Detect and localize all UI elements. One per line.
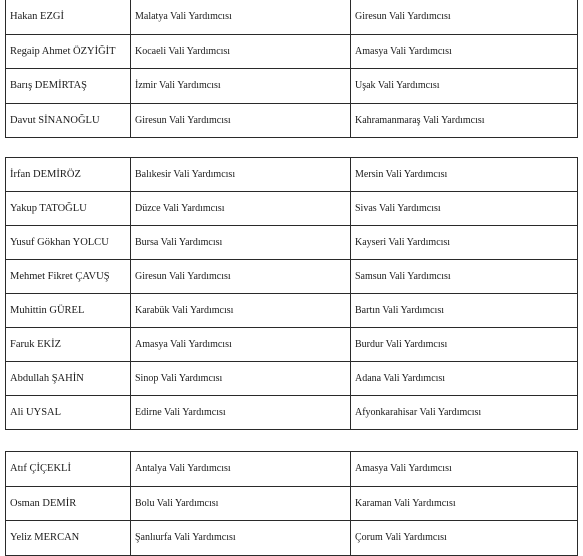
new-post-cell: Çorum Vali Yardımcısı xyxy=(351,521,578,556)
new-post-cell: Amasya Vali Yardımcısı xyxy=(351,452,578,487)
current-post-cell: Antalya Vali Yardımcısı xyxy=(131,452,351,487)
person-name-cell: Ali UYSAL xyxy=(6,396,131,430)
person-name-cell: Barış DEMİRTAŞ xyxy=(6,69,131,104)
appointment-table-group-1 xyxy=(5,0,578,138)
new-post-cell: Kahramanmaraş Vali Yardımcısı xyxy=(351,103,578,138)
table-row xyxy=(6,328,578,362)
appointment-table-group-3 xyxy=(5,451,578,556)
table-row xyxy=(6,158,578,192)
current-post-cell: İzmir Vali Yardımcısı xyxy=(131,69,351,104)
person-name-cell: Faruk EKİZ xyxy=(6,328,131,362)
table-row xyxy=(6,396,578,430)
current-post-cell: Balıkesir Vali Yardımcısı xyxy=(131,158,351,192)
current-post-cell: Malatya Vali Yardımcısı xyxy=(131,0,351,34)
table-row xyxy=(6,69,578,104)
table-row xyxy=(6,260,578,294)
current-post-cell: Bursa Vali Yardımcısı xyxy=(131,226,351,260)
table-row xyxy=(6,34,578,69)
new-post-cell: Samsun Vali Yardımcısı xyxy=(351,260,578,294)
table-row xyxy=(6,103,578,138)
person-name-cell: Yeliz MERCAN xyxy=(6,521,131,556)
table-row xyxy=(6,486,578,521)
new-post-cell: Kayseri Vali Yardımcısı xyxy=(351,226,578,260)
person-name-cell: Muhittin GÜREL xyxy=(6,294,131,328)
table-row xyxy=(6,226,578,260)
current-post-cell: Bolu Vali Yardımcısı xyxy=(131,486,351,521)
new-post-cell: Karaman Vali Yardımcısı xyxy=(351,486,578,521)
person-name-cell: Hakan EZGİ xyxy=(6,0,131,34)
table-row xyxy=(6,192,578,226)
person-name-cell: Osman DEMİR xyxy=(6,486,131,521)
new-post-cell: Burdur Vali Yardımcısı xyxy=(351,328,578,362)
person-name-cell: Abdullah ŞAHİN xyxy=(6,362,131,396)
current-post-cell: Edirne Vali Yardımcısı xyxy=(131,396,351,430)
person-name-cell: Regaip Ahmet ÖZYİĞİT xyxy=(6,34,131,69)
current-post-cell: Sinop Vali Yardımcısı xyxy=(131,362,351,396)
table-row xyxy=(6,452,578,487)
current-post-cell: Giresun Vali Yardımcısı xyxy=(131,260,351,294)
table-row xyxy=(6,521,578,556)
new-post-cell: Adana Vali Yardımcısı xyxy=(351,362,578,396)
current-post-cell: Düzce Vali Yardımcısı xyxy=(131,192,351,226)
person-name-cell: Davut SİNANOĞLU xyxy=(6,103,131,138)
current-post-cell: Şanlıurfa Vali Yardımcısı xyxy=(131,521,351,556)
new-post-cell: Amasya Vali Yardımcısı xyxy=(351,34,578,69)
new-post-cell: Giresun Vali Yardımcısı xyxy=(351,0,578,34)
current-post-cell: Karabük Vali Yardımcısı xyxy=(131,294,351,328)
person-name-cell: Atıf ÇİÇEKLİ xyxy=(6,452,131,487)
current-post-cell: Amasya Vali Yardımcısı xyxy=(131,328,351,362)
appointment-table-group-2 xyxy=(5,157,578,430)
person-name-cell: Yusuf Gökhan YOLCU xyxy=(6,226,131,260)
new-post-cell: Afyonkarahisar Vali Yardımcısı xyxy=(351,396,578,430)
new-post-cell: Uşak Vali Yardımcısı xyxy=(351,69,578,104)
table-row xyxy=(6,362,578,396)
person-name-cell: İrfan DEMİRÖZ xyxy=(6,158,131,192)
table-row xyxy=(6,294,578,328)
new-post-cell: Mersin Vali Yardımcısı xyxy=(351,158,578,192)
current-post-cell: Kocaeli Vali Yardımcısı xyxy=(131,34,351,69)
new-post-cell: Bartın Vali Yardımcısı xyxy=(351,294,578,328)
person-name-cell: Mehmet Fikret ÇAVUŞ xyxy=(6,260,131,294)
table-row xyxy=(6,0,578,34)
person-name-cell: Yakup TATOĞLU xyxy=(6,192,131,226)
current-post-cell: Giresun Vali Yardımcısı xyxy=(131,103,351,138)
new-post-cell: Sivas Vali Yardımcısı xyxy=(351,192,578,226)
